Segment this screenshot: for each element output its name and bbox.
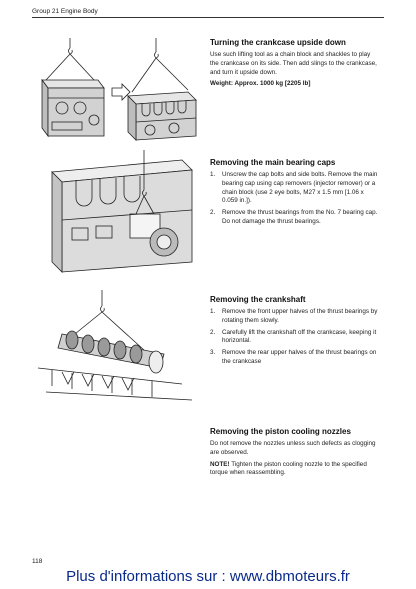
step-number: 1. (210, 171, 216, 178)
step-text: Remove the rear upper halves of the thrust bearings on the crankcase (222, 349, 377, 366)
list-item (210, 171, 380, 206)
note-label: NOTE! (210, 460, 230, 468)
step-list (210, 171, 380, 227)
list-item (210, 209, 380, 227)
section-title: Turning the crankcase upside down (210, 38, 346, 47)
figure-main-bearing-caps (32, 150, 202, 274)
figure-crankshaft (32, 288, 202, 404)
section-title: Removing the piston cooling nozzles (210, 427, 351, 436)
step-number: 1. (210, 308, 216, 315)
list-item (210, 329, 380, 347)
section-piston-cooling-nozzles (210, 427, 380, 478)
section-body: Do not remove the nozzles unless such defects as clogging are observed. (210, 440, 376, 456)
header-rule (32, 17, 384, 18)
step-text: Carefully lift the crankshaft off the crankcase, keeping it horizontal. (222, 328, 377, 345)
step-text: Remove the front upper halves of the thrust bearings by rotating them slowly. (222, 308, 378, 324)
section-title: Removing the crankshaft (210, 295, 306, 304)
step-number: 2. (210, 328, 216, 336)
weight-note: Weight: Approx. 1000 kg [2205 lb] (210, 80, 311, 88)
list-item (210, 349, 380, 367)
section-crankshaft (210, 295, 380, 370)
figure-crankcase-turning (32, 36, 202, 154)
section-main-bearing-caps (210, 158, 380, 230)
step-list (210, 308, 380, 367)
step-text: Unscrew the cap bolts and side bolts. Remove the main bearing cap using cap removers (injector remover) or a chain block (use 2 eye bolts, M27 x 1.5 mm [1.06 x 0.059 in.]). (222, 171, 378, 205)
page-number: 118 (32, 558, 43, 565)
note-text: Tighten the piston cooling nozzle to the specified torque when reassembling. (210, 460, 367, 477)
promo-link[interactable]: Plus d'informations sur : www.dbmoteurs.fr (66, 568, 350, 585)
step-number: 3. (210, 349, 216, 357)
list-item (210, 308, 380, 326)
section-body: Use such lifting tool as a chain block and shackles to play the crankcase on its side. Then add slings to the crankcase, and turn it upside down. (210, 51, 377, 76)
step-text: Remove the thrust bearings from the No. 7 bearing cap. Do not damage the thrust bearings. (222, 209, 378, 226)
section-turning-crankcase (210, 38, 380, 87)
note-paragraph (210, 461, 380, 479)
header-label: Group 21 Engine Body (32, 8, 98, 15)
section-title: Removing the main bearing caps (210, 158, 336, 167)
step-number: 2. (210, 209, 216, 217)
